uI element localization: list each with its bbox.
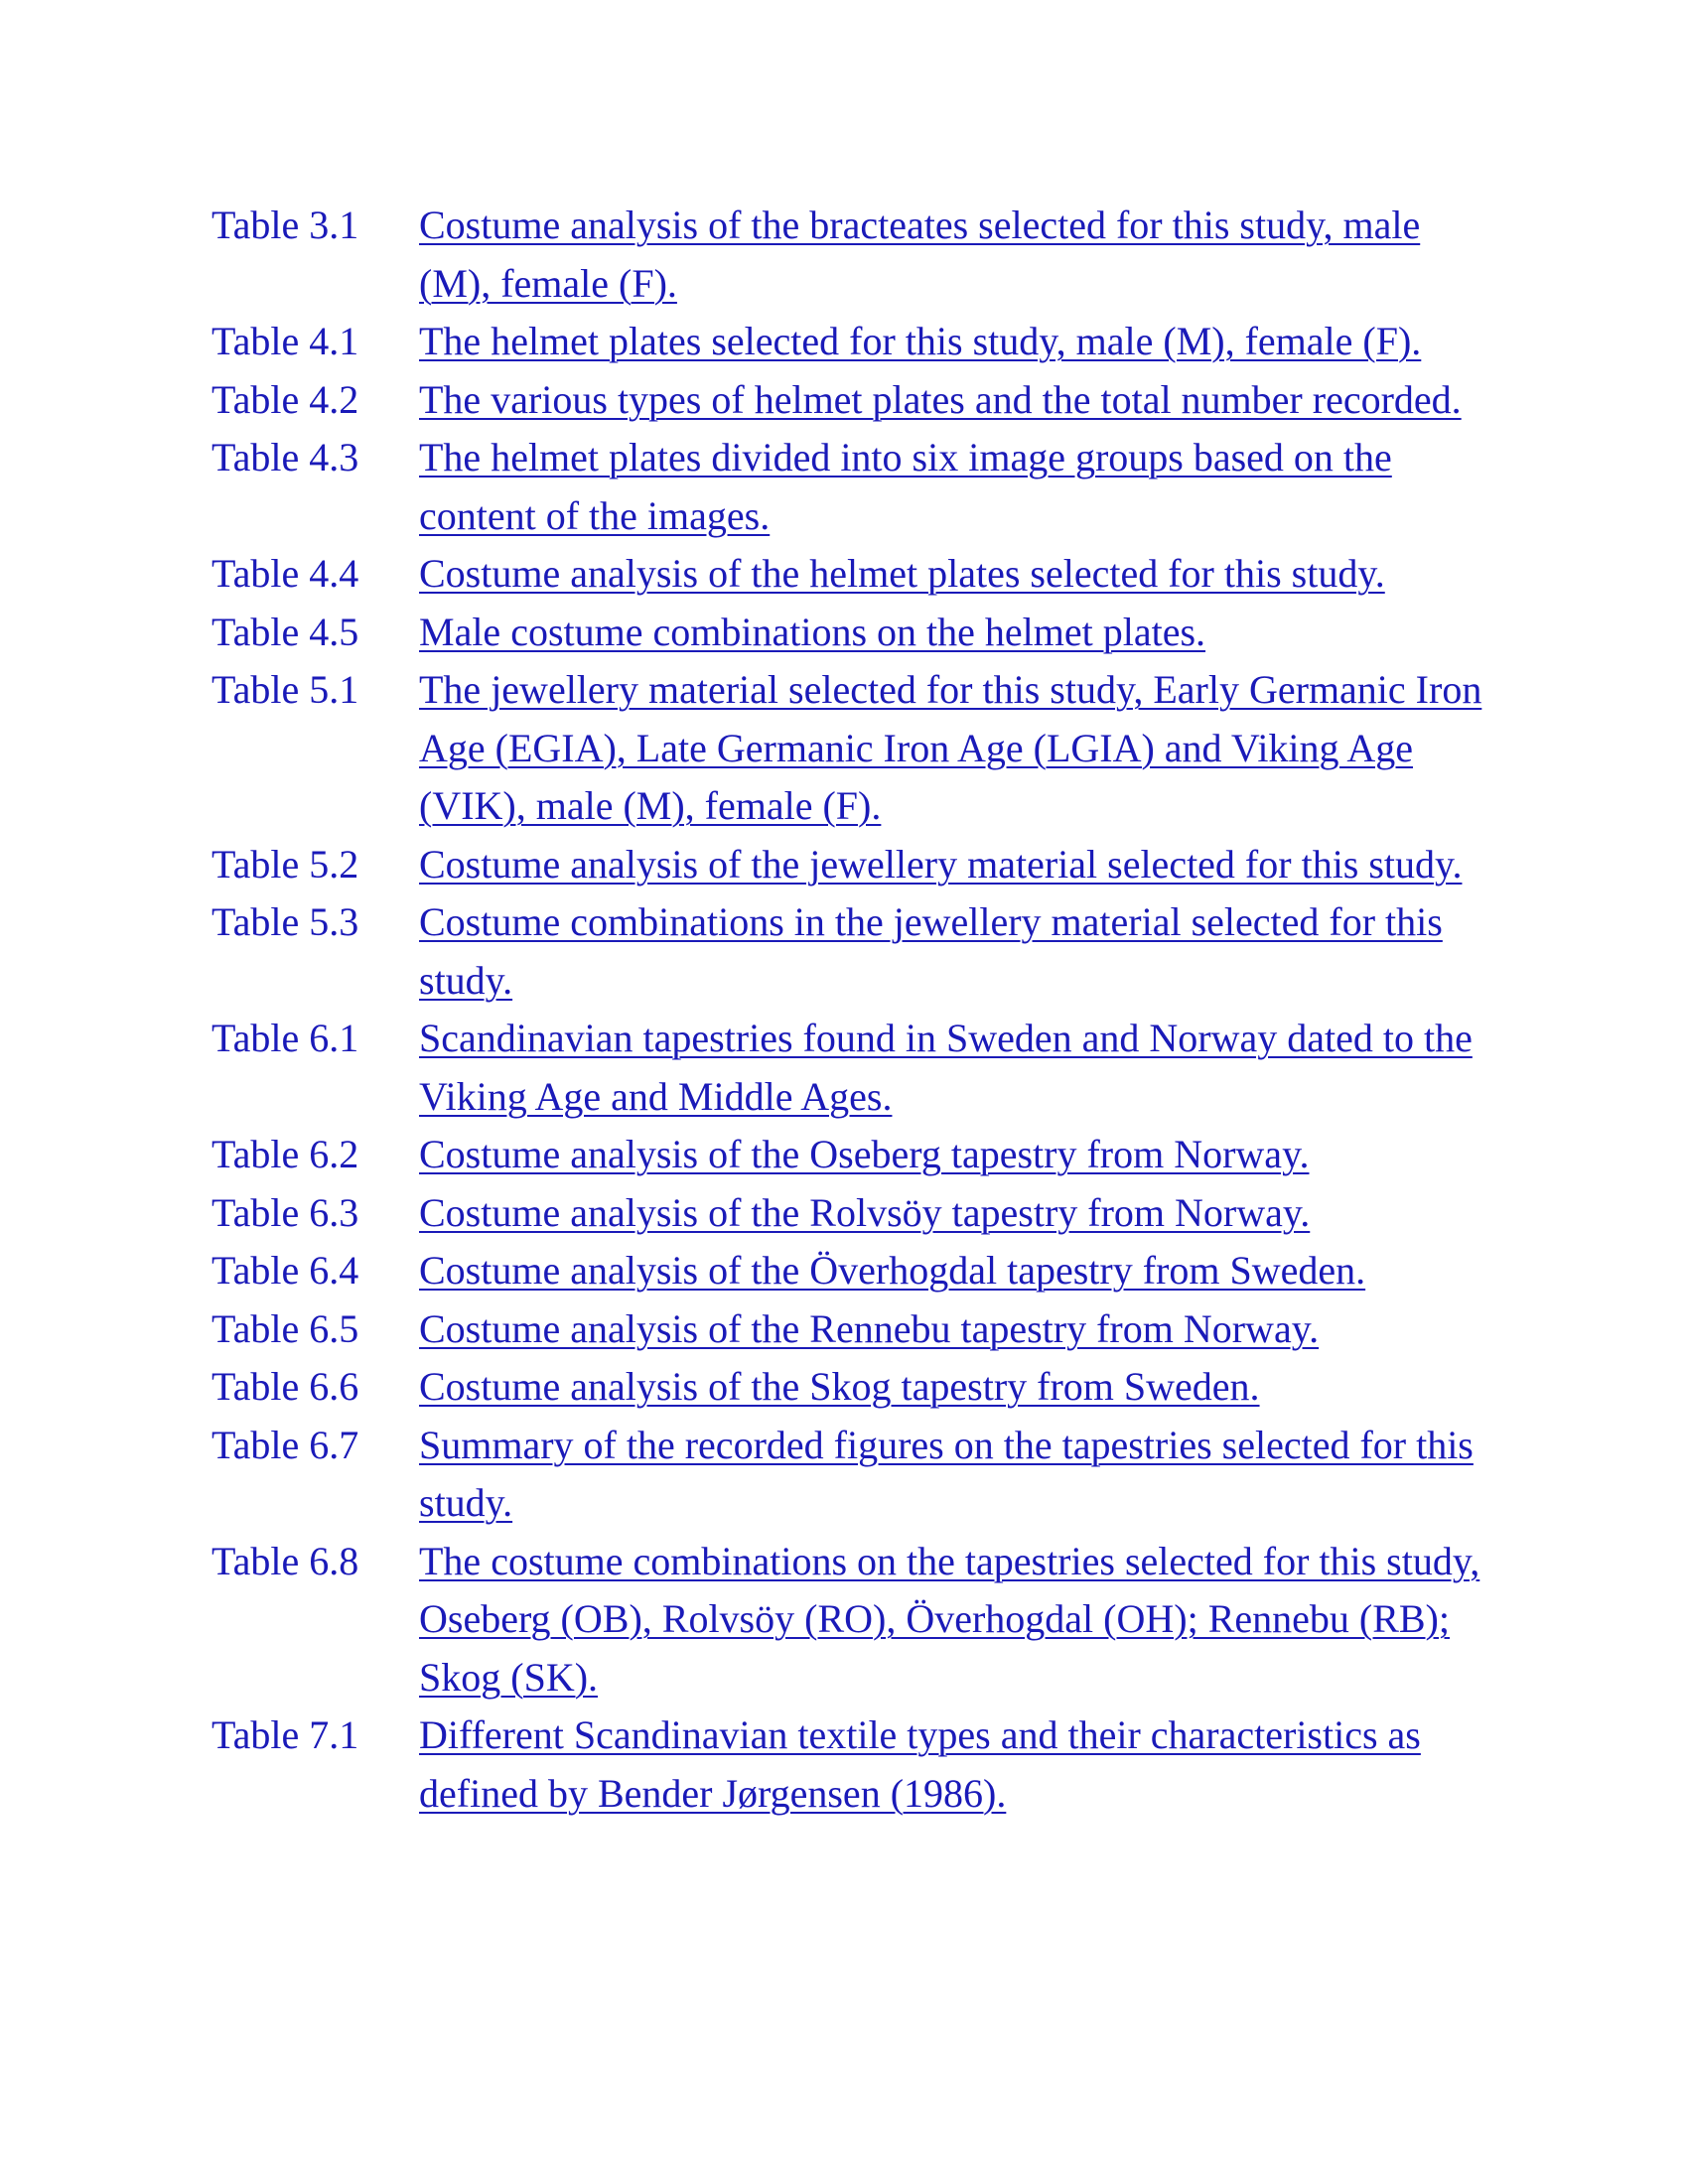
list-item xyxy=(211,545,1482,604)
table-number: Table 4.4 xyxy=(211,551,359,596)
list-item xyxy=(211,197,1482,313)
table-title-link[interactable]: Costume analysis of the bracteates selected for this study, male (M), female (F). xyxy=(419,203,1421,306)
list-item xyxy=(211,1417,1482,1533)
table-number: Table 7.1 xyxy=(211,1712,359,1757)
list-item xyxy=(211,1242,1482,1300)
table-number: Table 5.3 xyxy=(211,899,359,944)
list-item xyxy=(211,661,1482,836)
table-number: Table 3.1 xyxy=(211,203,359,247)
list-item xyxy=(211,1706,1482,1823)
list-item xyxy=(211,371,1482,430)
list-item xyxy=(211,836,1482,894)
table-title-link[interactable]: Different Scandinavian textile types and their characteristics as defined by Bender Jørgensen (1986). xyxy=(419,1712,1421,1816)
table-title-link[interactable]: Costume analysis of the helmet plates selected for this study. xyxy=(419,551,1385,596)
table-number: Table 5.1 xyxy=(211,667,359,712)
table-title-link[interactable]: Costume analysis of the Skog tapestry from Sweden. xyxy=(419,1364,1260,1409)
table-title-link[interactable]: The jewellery material selected for this study, Early Germanic Iron Age (EGIA), Late Germanic Iron Age (LGIA) and Viking Age (VIK), male (M), female (F). xyxy=(419,667,1482,828)
list-item xyxy=(211,1184,1482,1243)
table-title-link[interactable]: Costume analysis of the Rennebu tapestry from Norway. xyxy=(419,1305,1320,1351)
table-title-link[interactable]: Summary of the recorded figures on the tapestries selected for this study. xyxy=(419,1422,1474,1525)
table-number: Table 6.8 xyxy=(211,1538,359,1583)
table-title-link[interactable]: The helmet plates selected for this study, male (M), female (F). xyxy=(419,319,1422,363)
table-title-link[interactable]: Male costume combinations on the helmet plates. xyxy=(419,609,1206,654)
list-of-tables xyxy=(211,197,1482,1823)
table-title-link[interactable]: The various types of helmet plates and the total number recorded. xyxy=(419,376,1462,422)
table-number: Table 6.6 xyxy=(211,1364,359,1409)
table-title-link[interactable]: Scandinavian tapestries found in Sweden and Norway dated to the Viking Age and Middle Ages. xyxy=(419,1016,1473,1119)
table-number: Table 4.1 xyxy=(211,319,359,363)
table-number: Table 5.2 xyxy=(211,841,359,887)
list-item xyxy=(211,893,1482,1010)
list-item xyxy=(211,1126,1482,1184)
list-item xyxy=(211,1300,1482,1359)
table-number: Table 6.3 xyxy=(211,1189,359,1235)
list-item xyxy=(211,313,1482,371)
table-number: Table 6.7 xyxy=(211,1422,359,1467)
list-item xyxy=(211,1358,1482,1417)
table-number: Table 6.5 xyxy=(211,1305,359,1351)
table-title-link[interactable]: Costume analysis of the Rolvsöy tapestry from Norway. xyxy=(419,1189,1311,1235)
table-number: Table 4.3 xyxy=(211,435,359,479)
table-title-link[interactable]: Costume analysis of the Oseberg tapestry from Norway. xyxy=(419,1132,1310,1176)
table-title-link[interactable]: The costume combinations on the tapestries selected for this study, Oseberg (OB), Rolvsöy (RO), Överhogdal (OH); Rennebu (RB); Skog (SK). xyxy=(419,1538,1480,1700)
table-number: Table 4.5 xyxy=(211,609,359,654)
list-item xyxy=(211,1533,1482,1707)
table-number: Table 4.2 xyxy=(211,376,359,422)
table-title-link[interactable]: Costume combinations in the jewellery material selected for this study. xyxy=(419,899,1443,1003)
list-item xyxy=(211,429,1482,545)
table-number: Table 6.1 xyxy=(211,1016,359,1060)
table-title-link[interactable]: Costume analysis of the jewellery material selected for this study. xyxy=(419,841,1463,887)
table-number: Table 6.2 xyxy=(211,1132,359,1176)
table-number: Table 6.4 xyxy=(211,1248,359,1293)
table-title-link[interactable]: Costume analysis of the Överhogdal tapestry from Sweden. xyxy=(419,1248,1366,1293)
list-item xyxy=(211,604,1482,662)
table-title-link[interactable]: The helmet plates divided into six image groups based on the content of the images. xyxy=(419,435,1392,538)
list-item xyxy=(211,1010,1482,1126)
